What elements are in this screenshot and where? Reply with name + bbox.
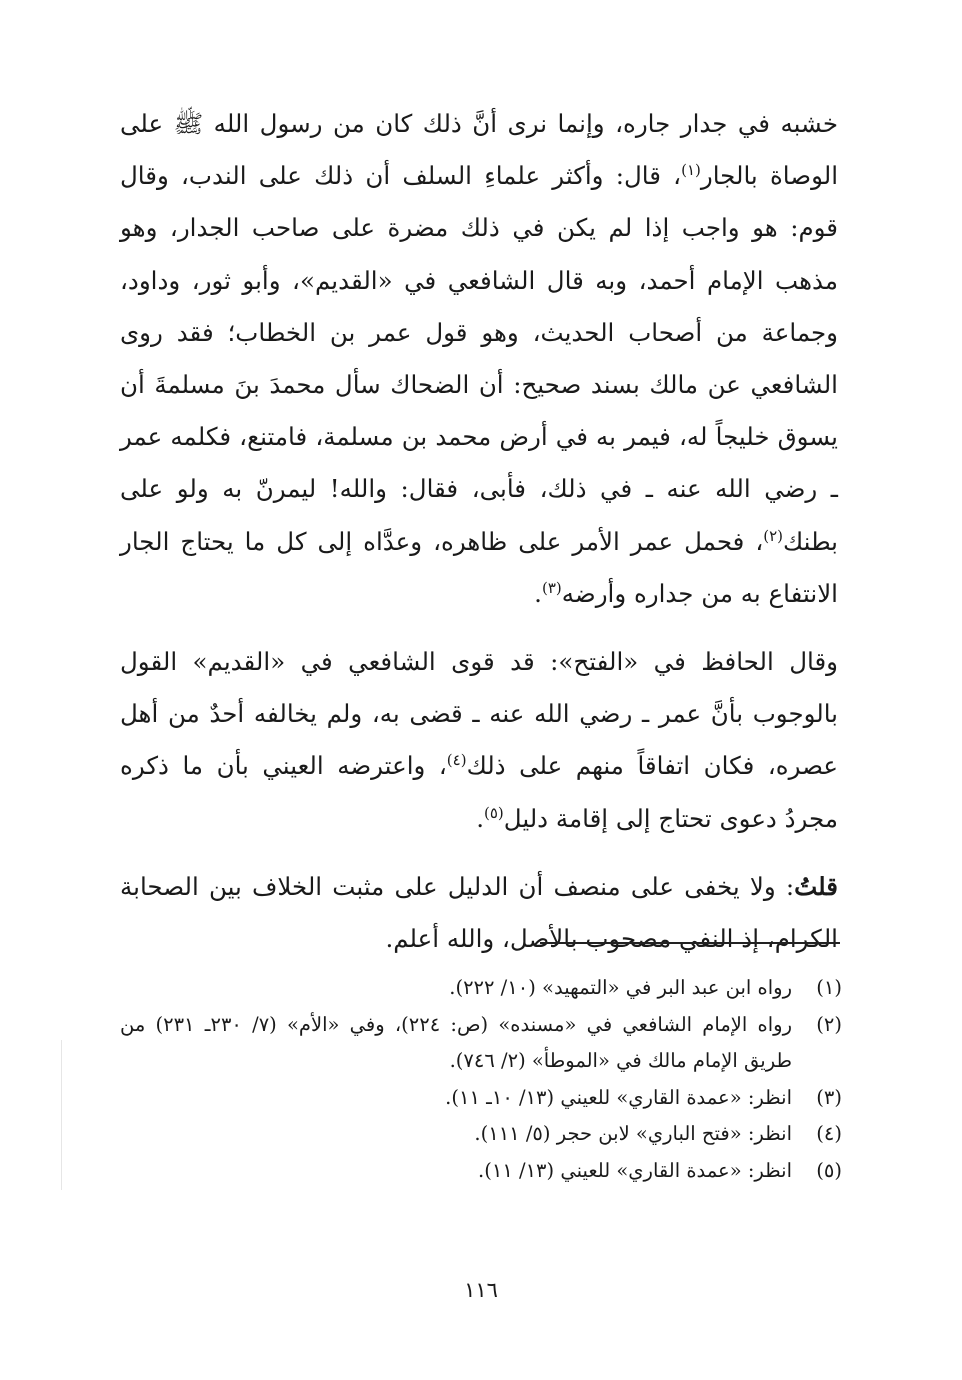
paragraph-text: ، قال: وأكثر علماءِ السلف أن ذلك على الندب، وقال قوم: هو واجب إذا لم يكن في ذلك مضرة على صاحب الجدار، وهو مذهب الإمام أحمد، وبه قال الشافعي في «القديم»، وأبو ثور، وداود، وجماعة من أصحاب الحديث، وهو قول عمر بن الخطاب؛ فقد روى الشافعي عن مالك بسند صحيح: أن الضحاك سأل محمدَ بنَ مسلمةَ أن يسوق خليجاً له، فيمر به في أرض محمد بن مسلمة، فامتنع، فكلمه عمر ـ رضي الله عنه ـ في ذلك، فأبى، فقال: والله! ليمرنّ به ولو على بطنك <box>120 161 838 556</box>
footnotes <box>120 970 842 1189</box>
footnote-text: رواه ابن عبد البر في «التمهيد» (١٠/ ٢٢٢). <box>449 976 792 999</box>
footnote-1 <box>120 970 842 1007</box>
footnote-5 <box>120 1153 842 1190</box>
footnote-number: (٢) <box>816 1012 842 1036</box>
footnote-ref-2[interactable]: (٢) <box>763 526 784 545</box>
footnote-3 <box>120 1080 842 1117</box>
paragraph-text: خشبه في جدار جاره، وإنما نرى أنَّ ذلك كان من رسول الله ﷺ على الوصاة بالجار <box>120 109 839 191</box>
paragraph-3 <box>120 861 838 965</box>
footnote-4 <box>120 1116 842 1153</box>
footnote-separator <box>540 942 840 944</box>
paragraph-text: ، فحمل عمر الأمر على ظاهره، وعدَّاه إلى كل ما يحتاج الجار الانتفاع به من جداره وأرضه <box>120 526 838 608</box>
footnote-ref-1[interactable]: (١) <box>681 161 701 180</box>
paragraph-text: . <box>476 803 484 833</box>
footnote-number: (١) <box>816 976 842 999</box>
page-number: ١١٦ <box>464 1278 498 1302</box>
footnote-ref-4[interactable]: (٤) <box>446 751 467 770</box>
paragraph-1 <box>120 98 838 620</box>
footnote-number: (٣) <box>816 1085 842 1109</box>
footnote-text: انظر: «عمدة القاري» للعيني (١٣/ ١٠ـ ١١). <box>445 1085 792 1109</box>
paragraph-text: ، واعترضه العيني بأن ما ذكره مجردُ دعوى تحتاج إلى إقامة دليل <box>120 751 838 833</box>
paragraph-2 <box>120 636 838 845</box>
footnote-text: انظر: «عمدة القاري» للعيني (١٣/ ١١). <box>478 1158 792 1182</box>
footnote-ref-3[interactable]: (٣) <box>541 578 562 597</box>
footnote-ref-5[interactable]: (٥) <box>483 803 504 822</box>
footnote-number: (٥) <box>816 1158 842 1182</box>
paragraph-text: : ولا يخفى على منصف أن الدليل على مثبت الخلاف بين الصحابة الكرام، إذ النفي مصحوب بالأصل، والله أعلم. <box>120 871 838 954</box>
footnote-text: رواه الإمام الشافعي في «مسنده» (ص: ٢٢٤)، وفي «الأم» (٧/ ٢٣٠ـ ٢٣١) من طريق الإمام مالك في «الموطأ» (٢/ ٧٤٦). <box>120 1012 792 1072</box>
footnote-number: (٤) <box>816 1122 842 1145</box>
footnote-2 <box>120 1007 842 1080</box>
footnote-text: انظر: «فتح الباري» لابن حجر (٥/ ١١١). <box>474 1122 792 1145</box>
paragraph-text: وقال الحافظ في «الفتح»: قد قوى الشافعي في «القديم» القول بالوجوب بأنَّ عمر ـ رضي الله عنه ـ قضى به، ولم يخالفه أحدٌ من أهل عصره، فكان اتفاقاً منهم على ذلك <box>120 647 839 781</box>
main-text <box>120 98 838 965</box>
qult-heading: قلتُ <box>794 871 838 901</box>
scan-margin-line <box>61 1040 62 1190</box>
paragraph-text: . <box>534 578 542 608</box>
